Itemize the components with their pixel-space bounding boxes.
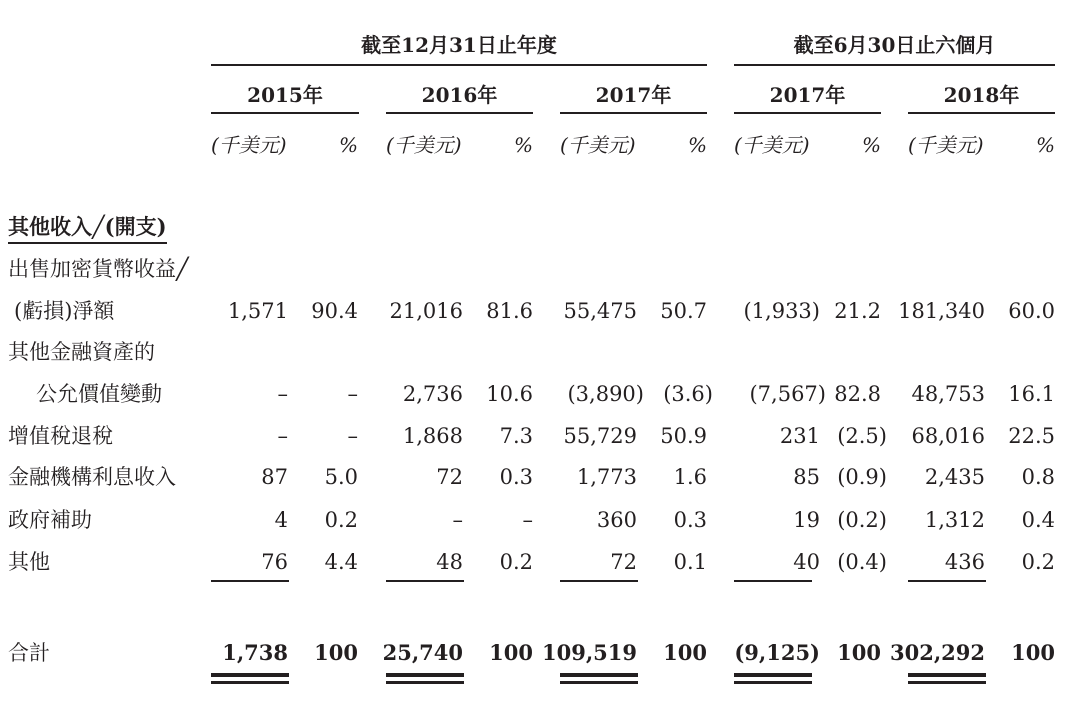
cell-pct: 0.4	[1021, 508, 1055, 532]
cell-pct: 0.1	[673, 550, 707, 574]
pct-header: %	[513, 133, 533, 157]
year-rule-2018-half	[908, 112, 1055, 114]
cell-value: 2,435	[924, 465, 985, 489]
total-double-rule	[560, 673, 638, 677]
total-pct: 100	[837, 640, 881, 665]
total-pct: 100	[314, 640, 358, 665]
cell-value: 87	[261, 465, 288, 489]
total-value: 25,740	[382, 640, 463, 665]
cell-pct: 10.6	[486, 382, 533, 406]
total-value: 302,292	[890, 640, 985, 665]
row-label: 政府補助	[8, 508, 92, 532]
cell-pct: 1.6	[673, 465, 707, 489]
unit-header: (千美元)	[560, 133, 636, 157]
cell-pct: –	[347, 424, 358, 448]
cell-pct: 22.5	[1008, 424, 1055, 448]
year-header-2017: 2017年	[595, 83, 672, 107]
cell-value: 21,016	[389, 299, 463, 323]
cell-pct: (2.5)	[837, 424, 887, 448]
cell-value: 436	[944, 550, 985, 574]
pct-header: %	[687, 133, 707, 157]
cell-pct: 0.8	[1021, 465, 1055, 489]
row-label: 其他	[8, 550, 50, 574]
header-full-year: 截至12月31日止年度	[361, 33, 557, 57]
cell-pct: 50.7	[660, 299, 707, 323]
header-half-year: 截至6月30日止六個月	[793, 33, 996, 57]
total-pct: 100	[663, 640, 707, 665]
year-rule-2016	[386, 112, 533, 114]
row-label: (虧損)淨額	[14, 299, 115, 323]
total-double-rule	[908, 673, 986, 677]
cell-pct: (0.4)	[837, 550, 887, 574]
cell-value: –	[277, 382, 288, 406]
cell-pct: (3.6)	[663, 382, 713, 406]
cell-pct: (0.2)	[837, 508, 887, 532]
row-label: 金融機構利息收入	[8, 465, 176, 489]
cell-value: 76	[261, 550, 288, 574]
cell-value: 1,773	[576, 465, 637, 489]
row-label: 增值稅退稅	[8, 424, 113, 448]
subtotal-rule	[560, 580, 638, 582]
cell-value: 1,312	[924, 508, 985, 532]
unit-header: (千美元)	[211, 133, 287, 157]
total-double-rule	[211, 681, 289, 684]
header-half-year-rule	[734, 64, 1055, 66]
cell-value: 2,736	[402, 382, 463, 406]
unit-header: (千美元)	[908, 133, 984, 157]
cell-pct: –	[347, 382, 358, 406]
total-double-rule	[560, 681, 638, 684]
total-pct: 100	[489, 640, 533, 665]
total-value: (9,125)	[734, 640, 820, 665]
total-double-rule	[734, 673, 812, 677]
cell-pct: 21.2	[834, 299, 881, 323]
cell-value: 55,475	[563, 299, 637, 323]
cell-value: (7,567)	[749, 382, 826, 406]
year-rule-2017	[560, 112, 707, 114]
total-double-rule	[211, 673, 289, 677]
cell-value: 1,571	[227, 299, 288, 323]
year-header-2018-half: 2018年	[943, 83, 1020, 107]
cell-value: 19	[793, 508, 820, 532]
cell-pct: 0.3	[673, 508, 707, 532]
cell-value: 72	[610, 550, 637, 574]
year-rule-2017-half	[734, 112, 881, 114]
cell-value: 231	[779, 424, 820, 448]
cell-pct: 5.0	[324, 465, 358, 489]
unit-header: (千美元)	[386, 133, 462, 157]
subtotal-rule	[386, 580, 464, 582]
cell-pct: 7.3	[499, 424, 533, 448]
cell-value: 1,868	[402, 424, 463, 448]
total-value: 109,519	[542, 640, 637, 665]
cell-value: 68,016	[911, 424, 985, 448]
cell-pct: 82.8	[834, 382, 881, 406]
cell-value: –	[277, 424, 288, 448]
cell-value: 4	[274, 508, 288, 532]
cell-pct: 0.2	[1021, 550, 1055, 574]
cell-value: 85	[793, 465, 820, 489]
cell-pct: 81.6	[486, 299, 533, 323]
cell-pct: (0.9)	[837, 465, 887, 489]
total-double-rule	[386, 673, 464, 677]
section-title: 其他收入╱(開支)	[8, 212, 167, 244]
pct-header: %	[861, 133, 881, 157]
total-value: 1,738	[222, 640, 288, 665]
cell-value: 48,753	[911, 382, 985, 406]
total-label: 合計	[8, 641, 50, 665]
total-pct: 100	[1011, 640, 1055, 665]
cell-pct: 50.9	[660, 424, 707, 448]
cell-value: 360	[596, 508, 637, 532]
cell-value: (3,890)	[567, 382, 644, 406]
total-double-rule	[734, 681, 812, 684]
cell-pct: 0.2	[499, 550, 533, 574]
year-header-2017-half: 2017年	[769, 83, 846, 107]
row-label: 公允價值變動	[36, 382, 162, 406]
cell-value: 55,729	[563, 424, 637, 448]
cell-pct: 16.1	[1008, 382, 1055, 406]
pct-header: %	[1035, 133, 1055, 157]
header-full-year-rule	[211, 64, 707, 66]
cell-pct: 0.3	[499, 465, 533, 489]
subtotal-rule	[734, 580, 812, 582]
cell-value: 48	[436, 550, 463, 574]
subtotal-rule	[908, 580, 986, 582]
cell-pct: –	[522, 508, 533, 532]
cell-value: 181,340	[898, 299, 985, 323]
cell-pct: 60.0	[1008, 299, 1055, 323]
cell-value: 40	[793, 550, 820, 574]
cell-value: –	[452, 508, 463, 532]
cell-value: (1,933)	[743, 299, 820, 323]
cell-pct: 90.4	[311, 299, 358, 323]
cell-pct: 0.2	[324, 508, 358, 532]
row-label: 其他金融資產的	[8, 340, 155, 364]
pct-header: %	[338, 133, 358, 157]
unit-header: (千美元)	[734, 133, 810, 157]
total-double-rule	[386, 681, 464, 684]
year-header-2015: 2015年	[247, 83, 323, 107]
cell-pct: 4.4	[324, 550, 358, 574]
subtotal-rule	[211, 580, 289, 582]
total-double-rule	[908, 681, 986, 684]
cell-value: 72	[436, 465, 463, 489]
year-header-2016: 2016年	[421, 83, 498, 107]
year-rule-2015	[211, 112, 359, 114]
row-label: 出售加密貨幣收益╱	[8, 257, 189, 281]
